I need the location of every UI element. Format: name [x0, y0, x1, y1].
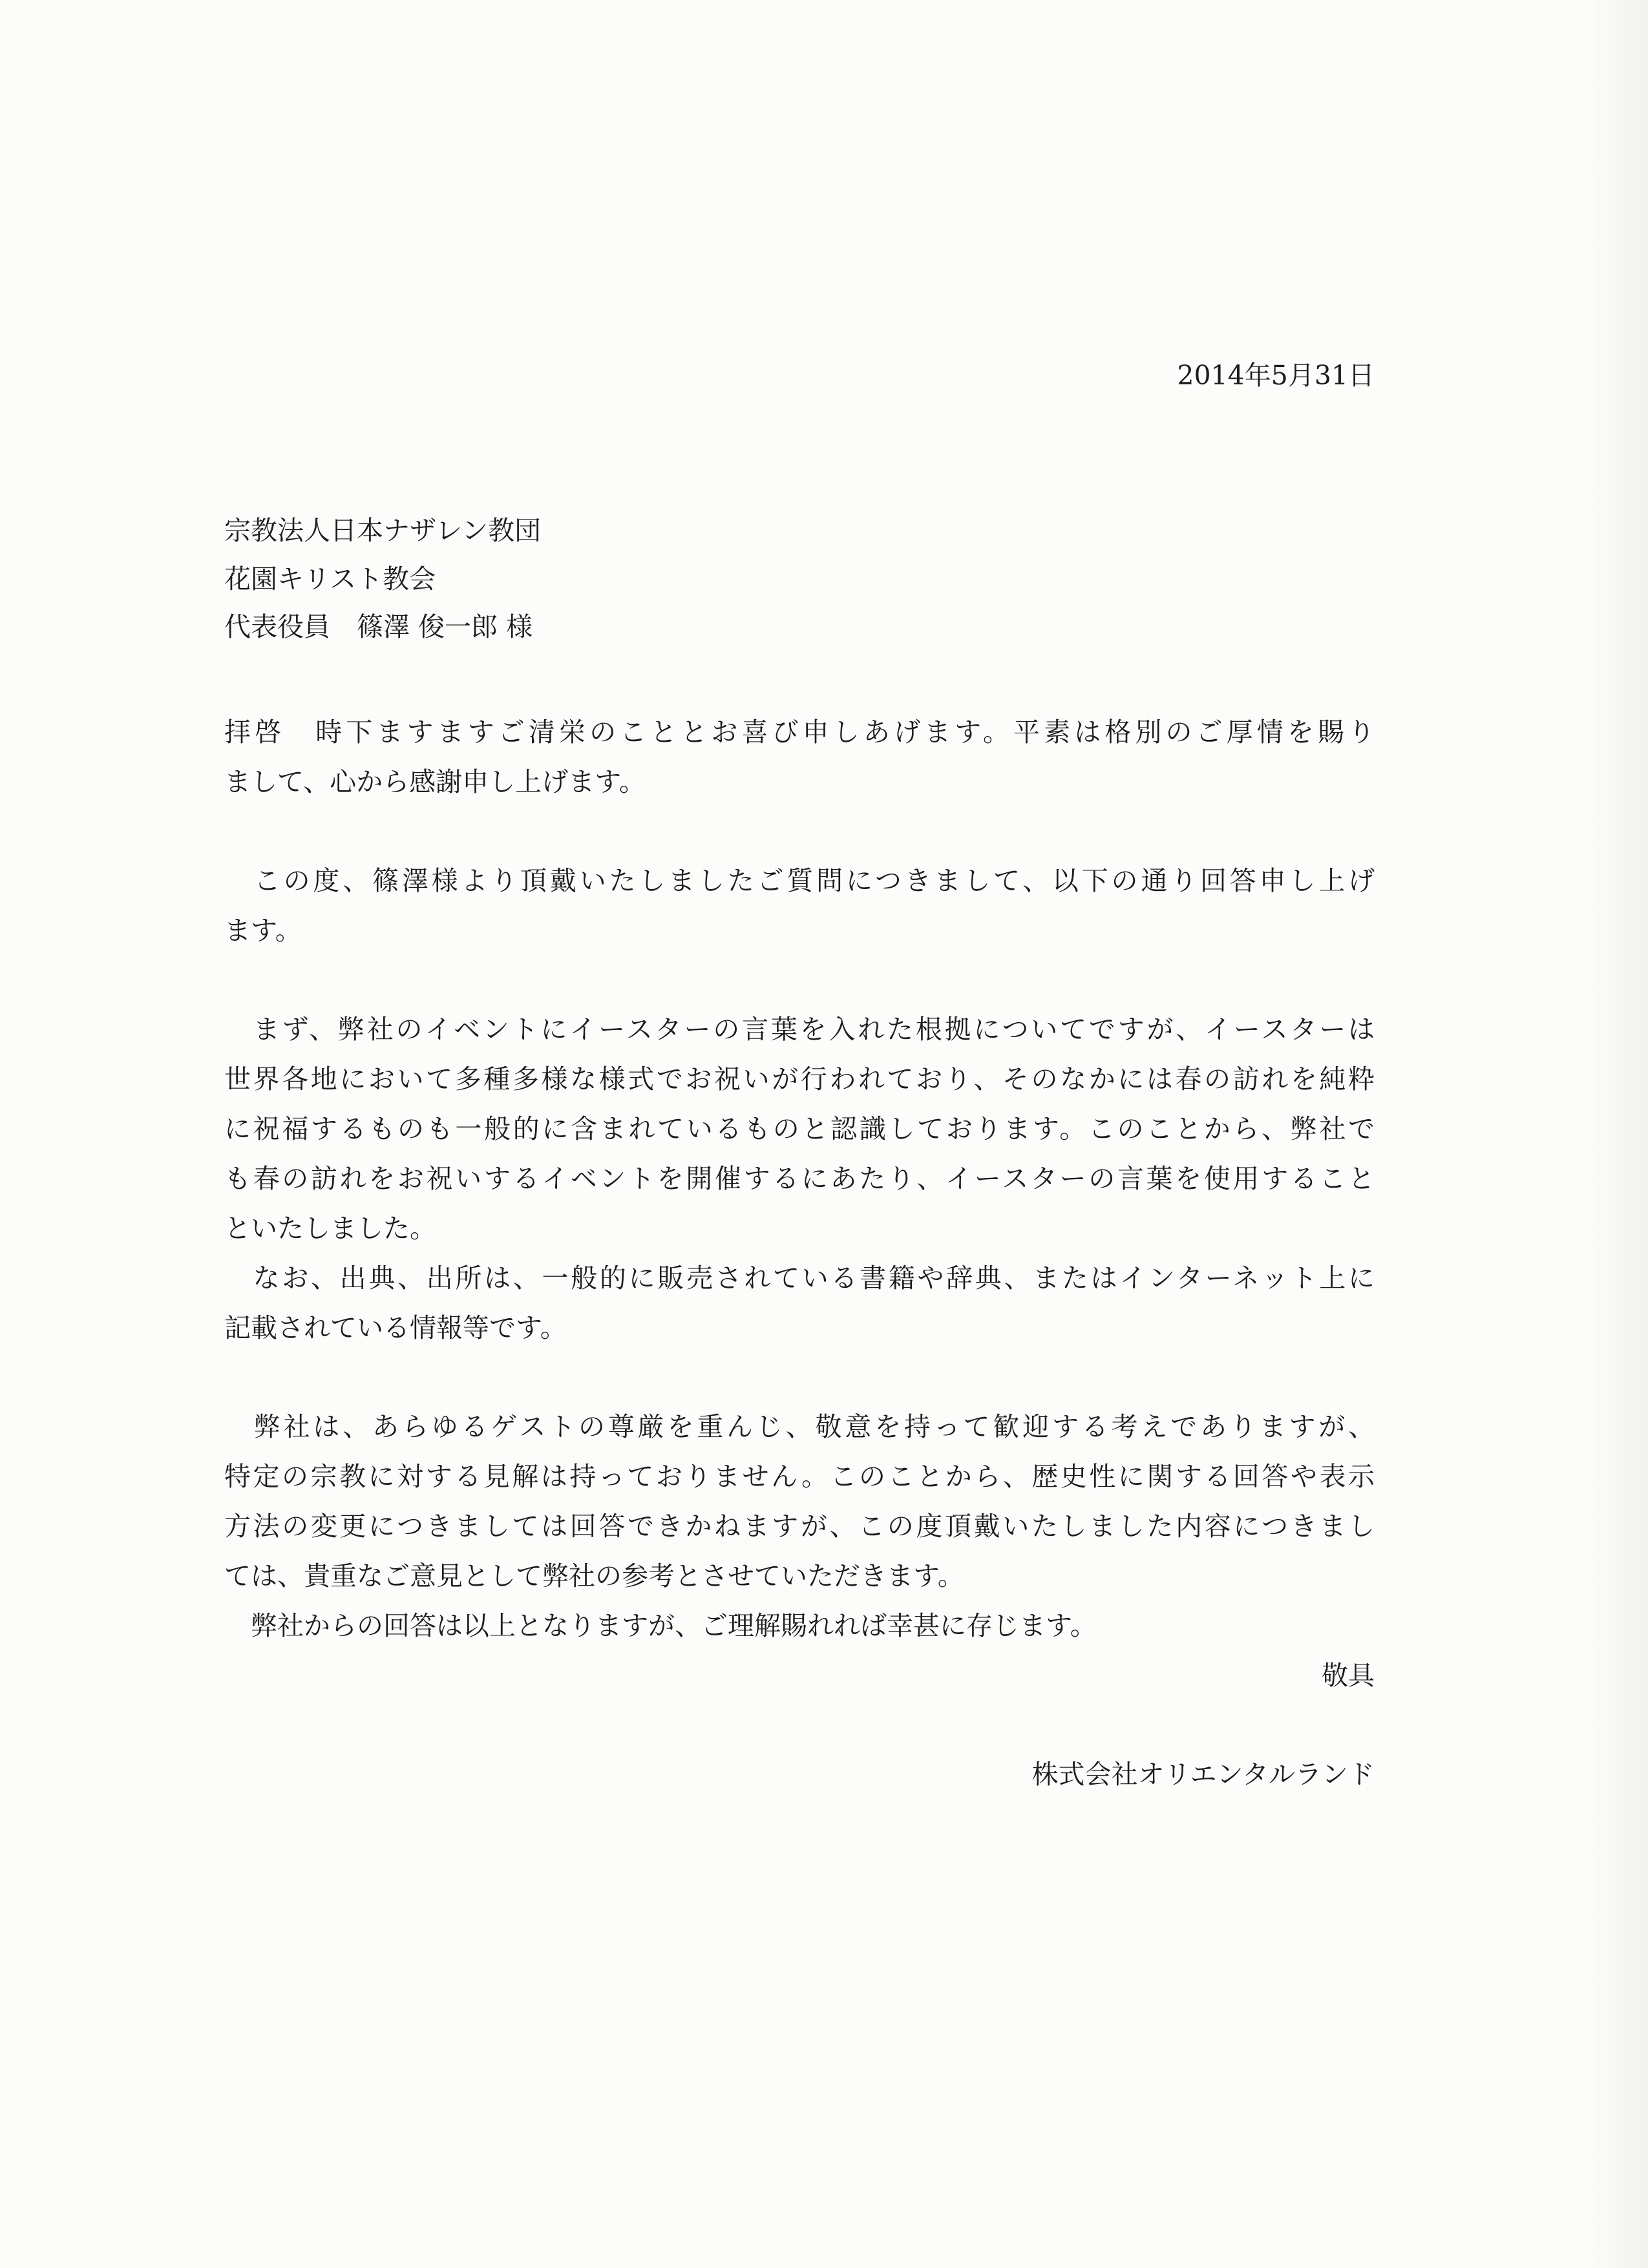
- body-line: 記載されている情報等です。: [224, 1312, 567, 1343]
- body-line: 拝啓 時下ますますご清栄のこととお喜び申しあげます。平素は格別のご厚情を賜り: [224, 717, 1375, 748]
- body-line: この度、篠澤様より頂戴いたしましたご質問につきまして、以下の通り回答申し上げ: [224, 865, 1375, 896]
- body-line: 弊社は、あらゆるゲストの尊厳を重んじ、敬意を持って歓迎する考えでありますが、: [224, 1411, 1375, 1442]
- sender-name: 株式会社オリエンタルランド: [1031, 1759, 1375, 1790]
- body-line: まず、弊社のイベントにイースターの言葉を入れた根拠についてですが、イースターは: [224, 1014, 1375, 1045]
- body-line: まして、心から感謝申し上げます。: [224, 766, 646, 797]
- body-line: も春の訪れをお祝いするイベントを開催するにあたり、イースターの言葉を使用すること: [224, 1163, 1375, 1194]
- body-line: 方法の変更につきましては回答できかねますが、この度頂戴いたしました内容につきまし: [224, 1511, 1375, 1542]
- body-line: 特定の宗教に対する見解は持っておりません。このことから、歴史性に関する回答や表示: [224, 1461, 1375, 1492]
- page-edge-shadow: [1590, 0, 1648, 2268]
- recipient-organization: 宗教法人日本ナザレン教団: [224, 515, 542, 546]
- recipient-church: 花園キリスト教会: [224, 563, 436, 594]
- body-line: 世界各地において多種多様な様式でお祝いが行われており、そのなかには春の訪れを純粋: [224, 1064, 1375, 1095]
- closing-phrase: 敬具: [1322, 1660, 1375, 1691]
- body-line: 弊社からの回答は以上となりますが、ご理解賜れれば幸甚に存じます。: [224, 1610, 1097, 1641]
- body-line: なお、出典、出所は、一般的に販売されている書籍や辞典、またはインターネット上に: [224, 1263, 1375, 1294]
- body-line: ては、貴重なご意見として弊社の参考とさせていただきます。: [224, 1560, 964, 1591]
- recipient-person: 代表役員 篠澤 俊一郎 様: [224, 611, 533, 642]
- body-line: といたしました。: [224, 1213, 436, 1244]
- body-line: ます。: [224, 915, 302, 946]
- body-line: に祝福するものも一般的に含まれているものと認識しております。このことから、弊社で: [224, 1113, 1375, 1144]
- letter-date: 2014年5月31日: [1177, 360, 1375, 391]
